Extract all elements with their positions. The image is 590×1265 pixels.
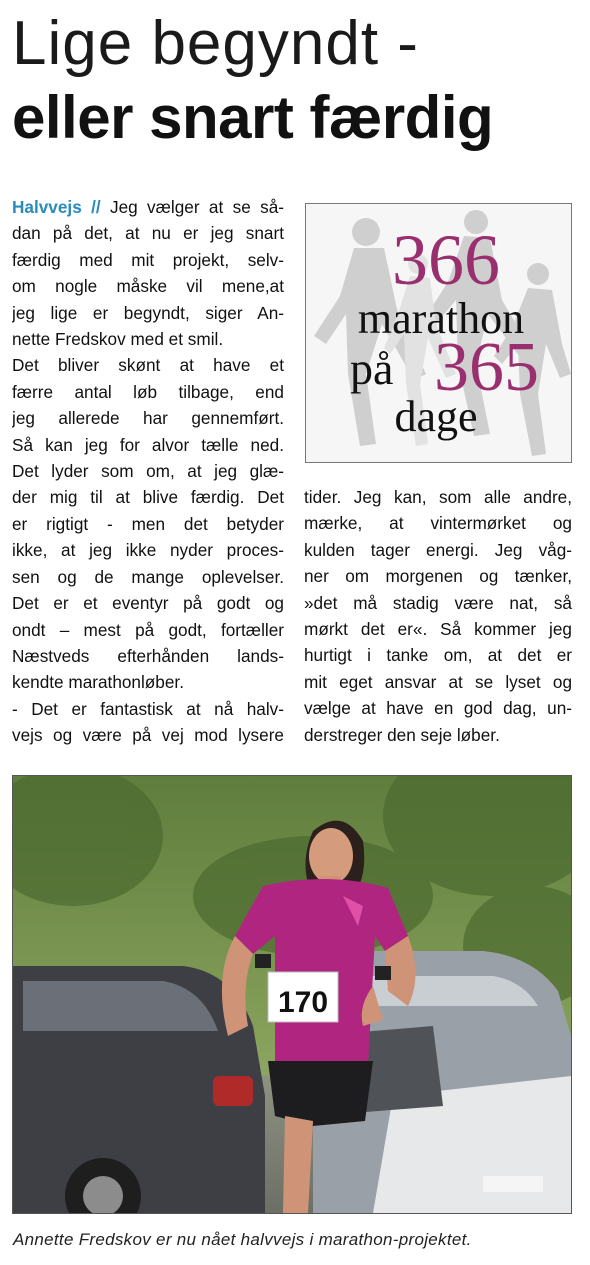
text-line: ner om morgenen og tænker, xyxy=(304,566,572,587)
photo-caption: Annette Fredskov er nu nået halvvejs i marathon-projektet. xyxy=(13,1230,472,1249)
text-line: dan på det, at nu er jeg snart xyxy=(12,223,284,244)
text-line: Næstveds efterhånden lands- xyxy=(12,645,284,666)
text-line: vælge at have en god dag, un- xyxy=(304,698,572,719)
logo-number-365: 365 xyxy=(434,329,539,406)
text-line: Det bliver skønt at have et xyxy=(12,355,284,376)
text-line: Det lyder som om, at jeg glæ- xyxy=(12,461,284,482)
text-line: kulden tager energi. Jeg våg- xyxy=(304,539,572,560)
text-line: vejs og være på vej mod lysere xyxy=(12,725,284,746)
text-line: jeg allerede har gennemført. xyxy=(12,408,284,429)
logo-word-paa: på xyxy=(350,343,394,394)
bib-number: 170 xyxy=(277,986,329,1019)
article-column-2 xyxy=(304,484,572,748)
text-line: »det må stadig være nat, så xyxy=(304,592,572,613)
text-line: - Det er fantastisk at nå halv- xyxy=(12,698,284,719)
text-line: mit eget ansvar at se lyset og xyxy=(304,671,572,692)
logo-number-366: 366 xyxy=(392,220,500,300)
text-line: er rigtigt - men det betyder xyxy=(12,513,284,534)
text-line: sen og de mange oplevelser. xyxy=(12,566,284,587)
headline-line-2: eller snart færdig xyxy=(12,84,494,151)
runner-photo-illustration xyxy=(13,776,571,1213)
marathon-logo xyxy=(305,203,572,463)
text-line: kendte marathonløber. xyxy=(12,672,184,693)
text-line: tider. Jeg kan, som alle andre, xyxy=(304,487,572,507)
text-line: hurtigt i tanke om, at det er xyxy=(304,645,572,666)
text-line: ikke, at jeg ikke nyder proces- xyxy=(12,540,284,561)
text-line: ondt – mest på godt, fortæller xyxy=(12,619,284,640)
text-line: Det er et eventyr på godt og xyxy=(12,593,284,614)
text-line: mærke, at vintermørket og xyxy=(304,513,572,534)
headline-line-1: Lige begyndt - xyxy=(12,9,419,78)
text-line: mørkt det er«. Så kommer jeg xyxy=(304,619,572,640)
text-line: færre antal løb tilbage, end xyxy=(12,381,284,402)
text-line: færdig med mit projekt, selv- xyxy=(12,249,284,270)
text-line: nette Fredskov med et smil. xyxy=(12,329,224,350)
text-line: om nogle måske vil mene,at xyxy=(12,276,284,297)
runner-photo xyxy=(12,775,572,1214)
logo-word-dage: dage xyxy=(394,392,478,441)
text-line: derstreger den seje løber. xyxy=(304,724,500,745)
logo-word-marathon: marathon xyxy=(357,294,525,343)
kicker: Halvvejs // xyxy=(12,197,101,217)
text-line: Halvvejs // Jeg vælger at se så- xyxy=(12,197,284,217)
article-column-1 xyxy=(12,194,284,749)
text-line: der mig til at blive færdig. Det xyxy=(12,487,284,508)
text-line: Så kan jeg for alvor tælle ned. xyxy=(12,434,284,455)
text-line: jeg lige er begyndt, siger An- xyxy=(12,302,284,323)
headline xyxy=(12,8,582,154)
